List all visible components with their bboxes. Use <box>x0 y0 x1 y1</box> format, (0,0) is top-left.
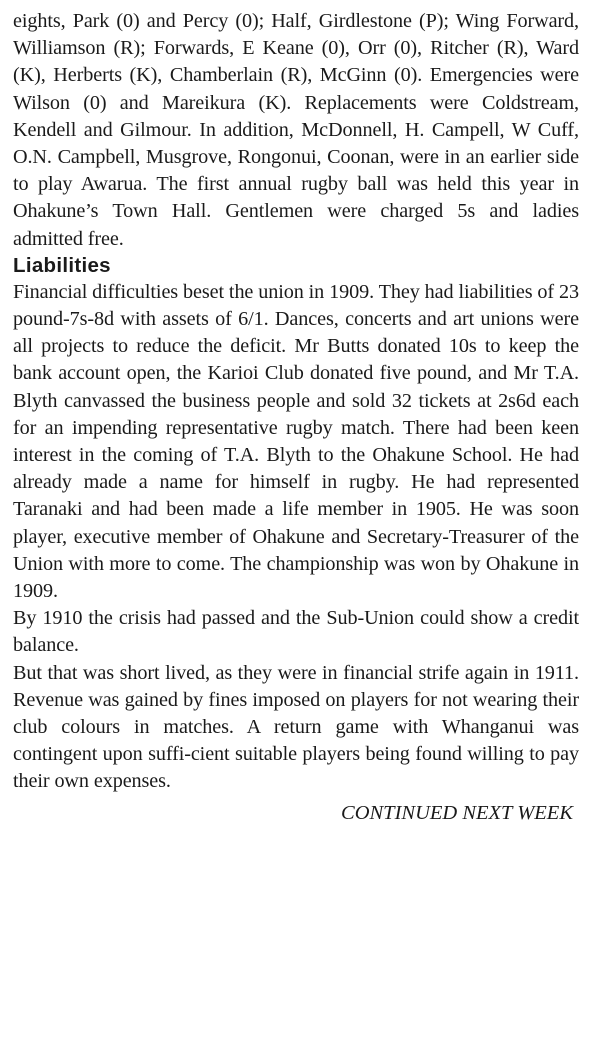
intro-paragraph: eights, Park (0) and Percy (0); Half, Girdlestone (P); Wing Forward, Williamson (R); Forwards, E Keane (0), Orr (0), Ritcher (R), Ward (K), Herberts (K), Chamberlain (R), McGinn (0). Emergencies were Wilson (0) and Mareikura (K). Replacements were Coldstream, Kendell and Gilmour. In addition, McDonnell, H. Campell, W Cuff, O.N. Campbell, Musgrove, Rongonui, Coonan, were in an earlier side to play Awarua. The first annual rugby ball was held this year in Ohakune’s Town Hall. Gentlemen were charged 5s and ladies admitted free. <box>13 10 579 250</box>
body-paragraph-1: Financial difficulties beset the union in 1909. They had liabilities of 23 pound-7s-8d with assets of 6/1. Dances, concerts and art unions were all projects to reduce the deficit. Mr Butts donated 10s to keep the bank account open, the Karioi Club donated five pound, and Mr T.A. Blyth canvassed the business people and sold 32 tickets at 2s6d each for an impending representative rugby match. There had been keen interest in the coming of T.A. Blyth to the Ohakune School. He had already made a name for himself in rugby. He had represented Taranaki and had been made a life member in 1905. He was soon player, executive member of Ohakune and Secretary-Treasurer of the Union with more to come. The championship was won by Ohakune in 1909. <box>13 280 579 603</box>
body-paragraph-3: But that was short lived, as they were in financial strife again in 1911. Revenue was gained by fines imposed on players for not wearing their club colours in matches. A return game with Whanganui was contingent upon suffi-cient suitable players being found willing to pay their own expenses. <box>13 661 579 793</box>
section-heading: Liabilities <box>13 253 111 277</box>
continued-note: CONTINUED NEXT WEEK <box>341 801 573 824</box>
body-paragraph-2: By 1910 the crisis had passed and the Sub-Union could show a credit balance. <box>13 607 579 657</box>
